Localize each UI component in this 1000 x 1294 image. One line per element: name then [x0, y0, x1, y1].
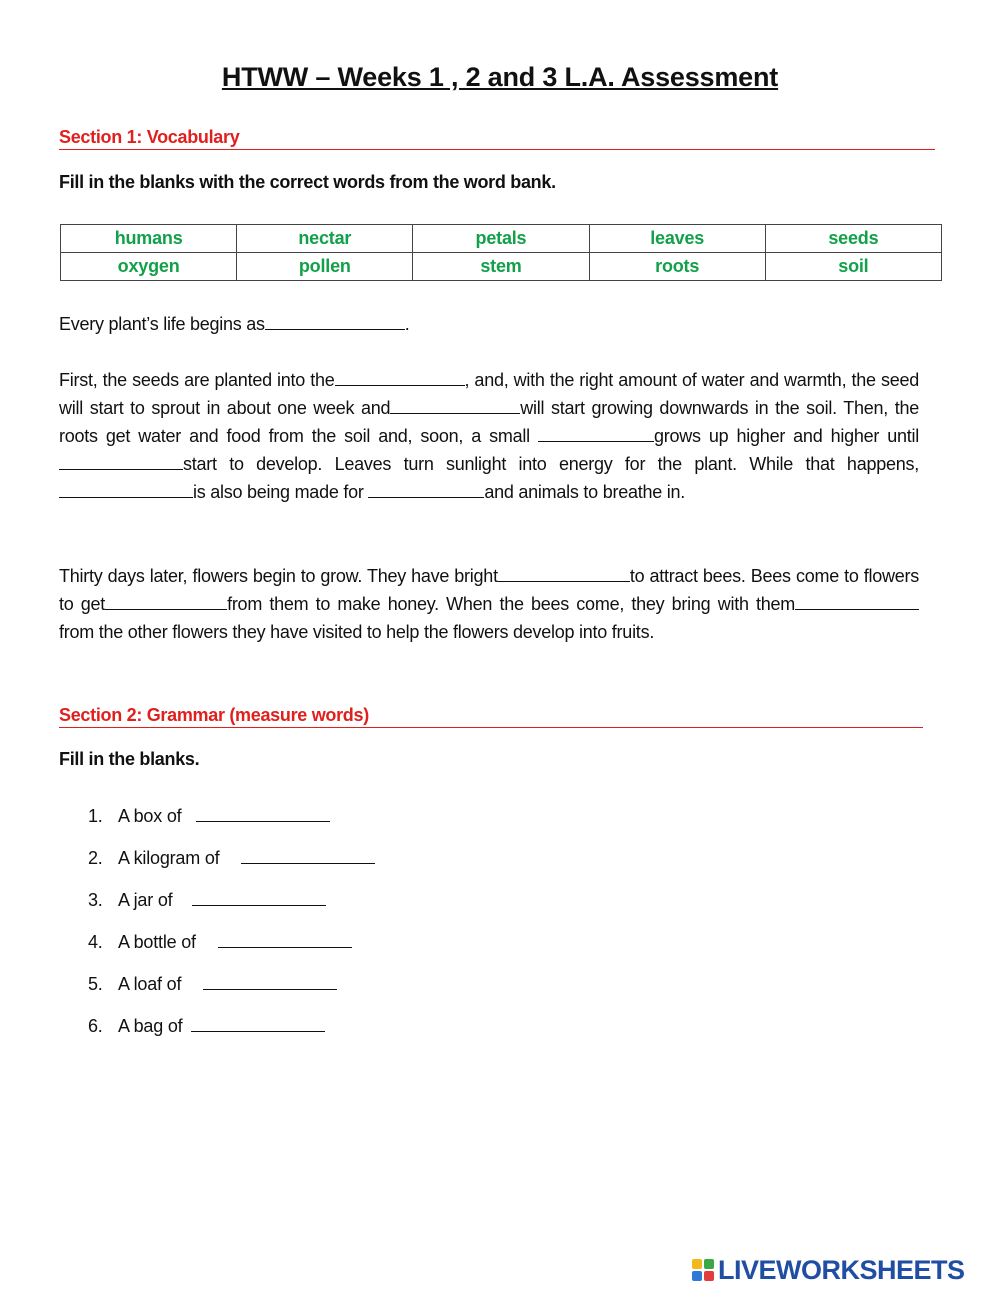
blank-6[interactable]: [59, 482, 193, 498]
item-text: A jar of: [118, 890, 173, 910]
answer-blank-3[interactable]: [192, 890, 326, 906]
item-number: 1.: [88, 806, 103, 826]
item-text: A kilogram of: [118, 848, 220, 868]
paragraph-text: is also being made for: [193, 482, 364, 502]
answer-blank-1[interactable]: [196, 806, 330, 822]
word-bank-cell: petals: [413, 225, 589, 253]
word-bank-cell: soil: [765, 253, 941, 281]
paragraph-3: [59, 562, 919, 646]
paragraph-text: from them to make honey. When the bees come, they bring with them: [227, 594, 795, 614]
page-title: HTWW – Weeks 1 , 2 and 3 L.A. Assessment: [221, 62, 779, 92]
blank-3[interactable]: [390, 398, 520, 414]
word-bank-cell: pollen: [237, 253, 413, 281]
list-item: [88, 1010, 375, 1052]
blank-9[interactable]: [105, 594, 227, 610]
list-item: [88, 968, 375, 1010]
list-item: [88, 842, 375, 884]
item-number: 2.: [88, 848, 103, 868]
answer-blank-2[interactable]: [241, 848, 375, 864]
blank-8[interactable]: [498, 566, 630, 582]
word-bank-row: [61, 253, 942, 281]
blank-1[interactable]: [265, 314, 405, 330]
word-bank-table: [60, 224, 942, 281]
blank-4[interactable]: [538, 426, 654, 442]
paragraph-text: from the other flowers they have visited to help the flowers develop into fruits.: [59, 622, 655, 642]
item-text: A bottle of: [118, 932, 196, 952]
list-item: [88, 800, 375, 842]
blank-2[interactable]: [335, 370, 465, 386]
word-bank-row: [61, 225, 942, 253]
measure-words-list: [88, 800, 375, 1052]
item-number: 4.: [88, 932, 103, 952]
word-bank-cell: nectar: [237, 225, 413, 253]
paragraph-text: Every plant’s life begins as: [59, 314, 265, 334]
item-number: 6.: [88, 1016, 103, 1036]
word-bank-cell: roots: [589, 253, 765, 281]
paragraph-text: and animals to breathe in.: [484, 482, 686, 502]
section-1-instruction: Fill in the blanks with the correct words from the word bank.: [59, 172, 556, 192]
word-bank-cell: seeds: [765, 225, 941, 253]
logo-text: LIVEWORKSHEETS: [718, 1254, 965, 1285]
item-text: A loaf of: [118, 974, 182, 994]
liveworksheets-logo[interactable]: [692, 1255, 965, 1285]
paragraph-text: Thirty days later, flowers begin to grow. They have bright: [59, 566, 498, 586]
blank-10[interactable]: [795, 594, 919, 610]
paragraph-2: [59, 366, 919, 506]
paragraph-text: grows up higher and higher until: [654, 426, 919, 446]
paragraph-text: , and, with the right amount of water and warmth, the seed will start to sprout in about one week and: [59, 370, 919, 418]
word-bank-cell: humans: [61, 225, 237, 253]
logo-blocks-icon: [692, 1259, 714, 1281]
blank-7[interactable]: [368, 482, 484, 498]
answer-blank-4[interactable]: [218, 932, 352, 948]
paragraph-text: .: [404, 314, 410, 334]
section-2-instruction: Fill in the blanks.: [59, 749, 200, 769]
list-item: [88, 884, 375, 926]
section-2-heading: Section 2: Grammar (measure words): [59, 705, 923, 728]
item-number: 5.: [88, 974, 103, 994]
paragraph-text: will start growing downwards in the soil. Then, the roots get water and food from the soil and, soon, a small: [59, 398, 919, 446]
blank-5[interactable]: [59, 454, 183, 470]
paragraph-text: First, the seeds are planted into the: [59, 370, 335, 390]
word-bank-cell: stem: [413, 253, 589, 281]
word-bank-cell: oxygen: [61, 253, 237, 281]
item-text: A box of: [118, 806, 182, 826]
paragraph-1: [59, 310, 919, 338]
answer-blank-6[interactable]: [191, 1016, 325, 1032]
section-1-heading: Section 1: Vocabulary: [59, 127, 935, 150]
list-item: [88, 926, 375, 968]
word-bank-cell: leaves: [589, 225, 765, 253]
answer-blank-5[interactable]: [203, 974, 337, 990]
item-number: 3.: [88, 890, 103, 910]
item-text: A bag of: [118, 1016, 183, 1036]
paragraph-text: to attract bees. Bees come to flowers to get: [59, 566, 919, 614]
paragraph-text: start to develop. Leaves turn sunlight into energy for the plant. While that happens,: [183, 454, 919, 474]
